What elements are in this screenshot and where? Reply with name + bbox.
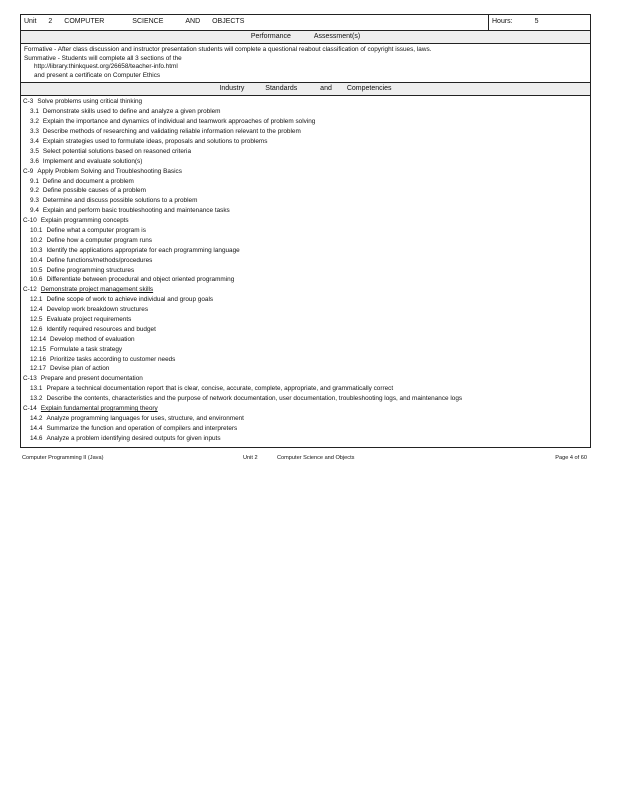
unit-title [21,15,489,30]
standard-text: Differentiate between procedural and object oriented programming [46,276,235,284]
competency-heading [23,167,588,177]
unit-sheet [20,14,591,448]
standard-text: Develop work breakdown structures [46,306,149,314]
standard-item [23,305,588,315]
band-word: Industry [219,85,245,93]
standard-text: Analyze programming languages for uses, structure, and environment [46,414,244,422]
standard-text: Identify the applications appropriate for each programming language [46,246,240,254]
unit-header-row [21,15,590,31]
standard-text: Explain the importance and dynamics of individual and teamwork approaches of problem solving [42,118,316,126]
standard-text: Describe methods of researching and validating reliable information relevant to the problem [42,128,301,136]
standard-text: Develop method of evaluation [50,335,135,343]
competency-heading [23,285,588,295]
standard-item [23,256,588,266]
standard-number: 12.5 [30,315,43,323]
standard-item [23,394,588,404]
standard-text: Devise plan of action [50,365,110,373]
standard-text: Summarize the function and operation of compilers and interpreters [46,424,238,432]
standard-item [23,325,588,335]
standard-number: 9.4 [30,207,39,215]
standard-text: Explain and perform basic troubleshooting and maintenance tasks [42,207,230,215]
competency-code: C-13 [23,375,37,383]
standard-number: 12.4 [30,306,43,314]
competency-code: C-12 [23,286,37,294]
standard-number: 10.1 [30,226,43,234]
standard-item [23,345,588,355]
standard-number: 3.3 [30,128,39,136]
standard-item [23,117,588,127]
standard-item [23,335,588,345]
competency-heading [23,374,588,384]
standard-text: Define functions/methods/procedures [46,256,153,264]
competency-code: C-14 [23,404,37,412]
standard-item [23,384,588,394]
standard-text: Explain strategies used to formulate ideas, proposals and solutions to problems [42,137,268,145]
standard-number: 12.14 [30,335,46,343]
standard-number: 9.2 [30,187,39,195]
standard-item [23,107,588,117]
standard-number: 3.6 [30,157,39,165]
standard-item [23,157,588,167]
unit-title-word: AND [185,18,201,25]
standard-item [23,137,588,147]
standard-number: 9.1 [30,177,39,185]
standard-number: 12.6 [30,325,43,333]
standard-text: Evaluate project requirements [46,315,132,323]
standard-item [23,206,588,216]
standard-number: 12.17 [30,365,46,373]
standard-text: Analyze a problem identifying desired outputs for given inputs [46,434,221,442]
competency-title: Apply Problem Solving and Troubleshooting Basics [37,167,182,175]
standard-number: 12.1 [30,296,43,304]
standard-item [23,266,588,276]
formative-text: Formative - After class discussion and instructor presentation students will complete a questional reabout classification of copyright issues, laws. [24,46,432,53]
standard-text: Define programming structures [46,266,135,274]
standard-number: 10.5 [30,266,43,274]
footer-page-number: Page 4 of 60 [555,455,587,461]
standard-text: Prepare a technical documentation report that is clear, concise, accurate, complete, appropriate, and grammatically correct [46,385,394,393]
standard-text: Define possible causes of a problem [42,187,146,195]
competency-title: Explain programming concepts [40,217,129,225]
standard-number: 10.2 [30,236,43,244]
standard-number: 10.6 [30,276,43,284]
standard-text: Identify required resources and budget [46,325,156,333]
standard-text: Prioritize tasks according to customer needs [50,355,176,363]
competency-code: C-9 [23,167,34,175]
unit-number: 2 [48,18,53,25]
competency-title: Demonstrate project management skills [40,286,154,294]
page-footer [22,455,587,461]
standard-number: 14.4 [30,424,43,432]
standard-item [23,315,588,325]
standard-number: 14.6 [30,434,43,442]
standard-item [23,246,588,256]
standard-number: 3.2 [30,118,39,126]
standard-number: 10.3 [30,246,43,254]
competency-heading [23,216,588,226]
standard-item [23,424,588,434]
standard-item [23,355,588,365]
summative-text-cont: and present a certificate on Computer Ethics [34,71,161,79]
unit-title-word: SCIENCE [132,18,164,25]
footer-unit-title: Computer Science and Objects [277,455,355,461]
band-word: Performance [250,33,291,40]
summative-text: Summative - Students will complete all 3 sections of the [24,54,182,62]
competency-code: C-3 [23,98,34,106]
standards-band [21,83,590,96]
band-word: Standards [265,85,298,93]
unit-title-word: OBJECTS [212,18,245,25]
band-word: and [320,85,332,93]
standard-text: Implement and evaluate solution(s) [42,157,143,165]
standard-text: Select potential solutions based on reasoned criteria [42,147,192,155]
unit-title-word: COMPUTER [64,18,105,25]
standard-text: Determine and discuss possible solutions to a problem [42,197,198,205]
band-word: Assessment(s) [313,33,361,40]
summative-link: http://library.thinkquest.org/26658/teacher-info.html [34,63,178,71]
unit-label: Unit [24,18,37,25]
standard-item [23,275,588,285]
standard-item [23,364,588,374]
competency-heading [23,404,588,414]
footer-unit: Unit 2 [243,455,258,461]
standard-number: 12.16 [30,355,46,363]
standard-item [23,236,588,246]
competency-list [21,96,590,446]
standard-number: 3.4 [30,137,39,145]
standard-number: 13.2 [30,395,43,403]
standard-number: 3.5 [30,147,39,155]
standard-text: Define and document a problem [42,177,134,185]
standard-item [23,196,588,206]
competency-code: C-10 [23,217,37,225]
performance-band [21,31,590,44]
standard-text: Formulate a task strategy [50,345,123,353]
footer-course: Computer Programming II (Java) [22,455,104,461]
standard-text: Demonstrate skills used to define and analyze a given problem [42,108,221,116]
standard-number: 10.4 [30,256,43,264]
standard-text: Define scope of work to achieve individual and group goals [46,296,214,304]
standard-number: 12.15 [30,345,46,353]
standard-item [23,147,588,157]
hours-value: 5 [534,18,539,25]
standard-number: 14.2 [30,414,43,422]
competency-title: Explain fundamental programming theory [40,404,158,412]
hours-label: Hours: [492,18,513,25]
band-word: Competencies [346,85,392,93]
standard-item [23,295,588,305]
standard-number: 13.1 [30,385,43,393]
competency-title: Solve problems using critical thinking [37,98,143,106]
competency-title: Prepare and present documentation [40,375,143,383]
standard-number: 9.3 [30,197,39,205]
competency-heading [23,97,588,107]
assessment-block [21,44,590,83]
standard-text: Define what a computer program is [46,226,146,234]
hours-cell [489,15,590,30]
standard-text: Define how a computer program runs [46,236,152,244]
standard-item [23,414,588,424]
standard-item [23,186,588,196]
standard-text: Describe the contents, characteristics and the purpose of network documentation, user documentation, troubleshooting logs, and maintenance logs [46,395,463,403]
standard-item [23,226,588,236]
standard-item [23,434,588,444]
standard-item [23,177,588,187]
standard-number: 3.1 [30,108,39,116]
standard-item [23,127,588,137]
